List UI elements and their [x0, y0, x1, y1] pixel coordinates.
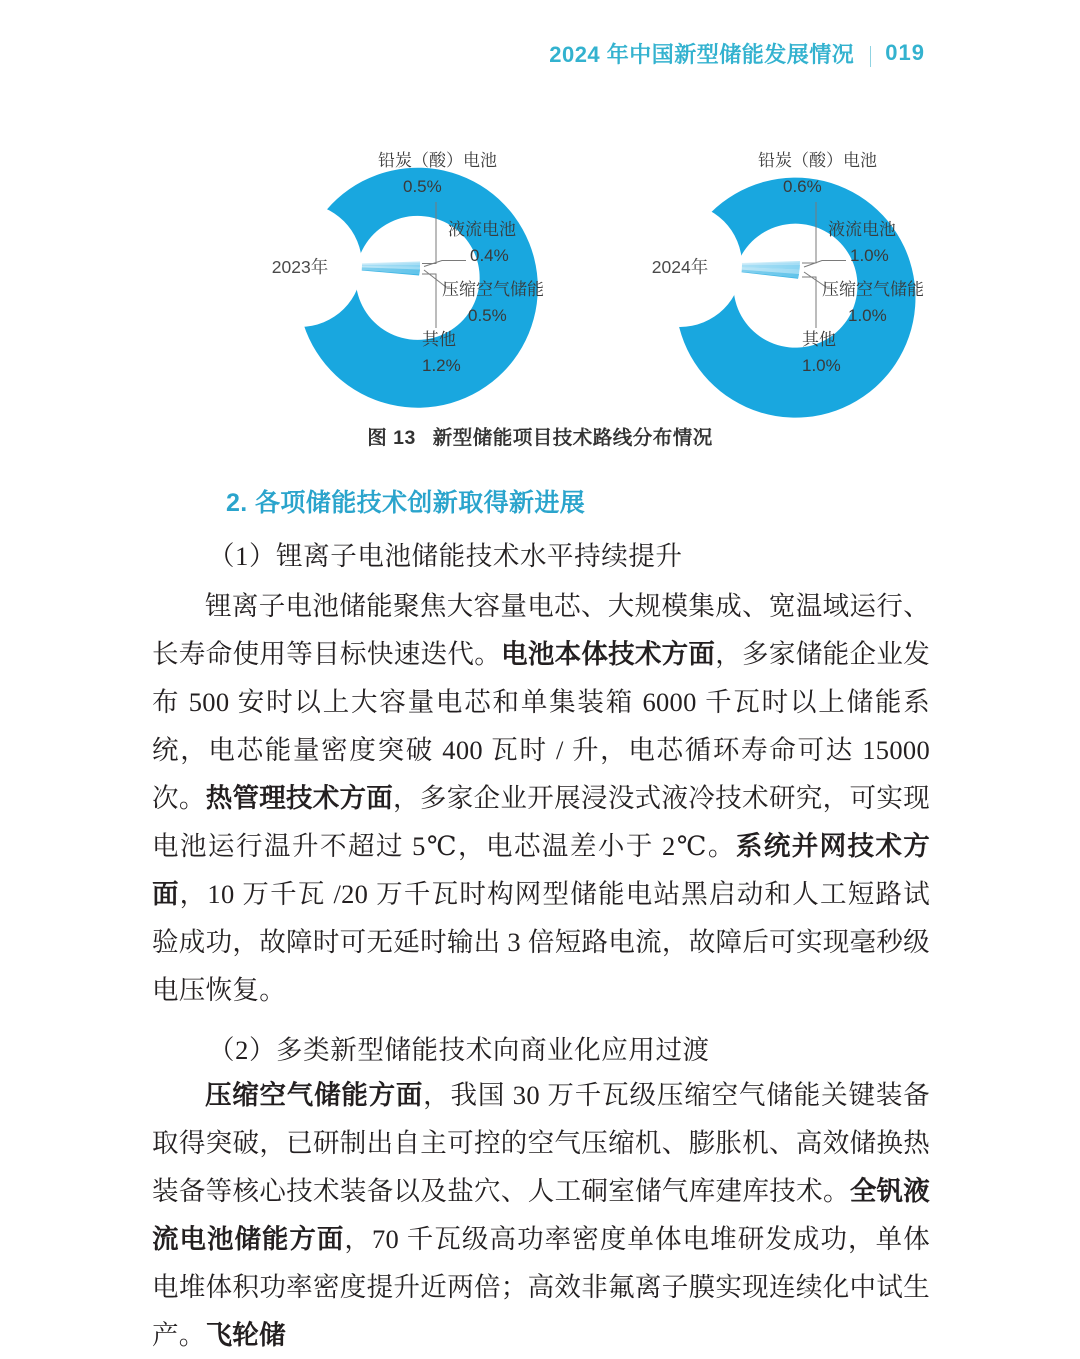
figure-caption: [0, 422, 1080, 450]
callout-label-compressed-air-2024-value: 1.0%: [848, 306, 887, 325]
figure-caption-number: 图 13: [367, 427, 416, 449]
page-number: 019: [885, 40, 925, 65]
slice-label-lithium-2023-value: 97.4%: [222, 347, 269, 365]
callout-label-other-2024-name: 其他: [802, 330, 836, 349]
slice-label-lithium-2023-name: 锂离子电池: [208, 325, 291, 343]
page-running-header: [0, 36, 1080, 70]
donut-chart-2024: [530, 140, 990, 440]
para1-seg1: 锂离子电池储能聚焦大容量电芯、大规模集成、宽温域运行、长寿命使用等目标快速迭代。: [152, 591, 930, 670]
para1-seg2: ，多家储能企业发布 500 安时以上大容量电芯和单集装箱 6000 千瓦时以上储能系统，电芯能量密度突破 400 瓦时 / 升，电芯循环寿命可达 15000 次。: [152, 639, 930, 814]
paragraph-1: [0, 582, 1080, 1014]
sub-heading-2: （2）多类新型储能技术向商业化应用过渡: [208, 1035, 710, 1066]
para2-bold3: 飞轮储: [205, 1320, 286, 1351]
paragraph-2: [0, 1071, 1080, 1359]
header-separator-rule: [870, 46, 871, 67]
para1-seg3: ，多家企业开展浸没式液冷技术研究，可实现电池运行温升不超过 5℃，电芯温差小于 2℃。: [152, 783, 931, 862]
callout-label-flow-battery-2023-name: 液流电池: [448, 220, 516, 239]
callout-label-compressed-air-2024-name: 压缩空气储能: [822, 280, 924, 299]
callout-label-flow-battery-2023-value: 0.4%: [470, 246, 509, 265]
callout-label-lead-carbon-2023-value: 0.5%: [403, 177, 442, 196]
para1-bold1: 电池本体技术方面: [501, 639, 716, 670]
callout-label-lead-carbon-2024-name: 铅炭（酸）电池: [758, 151, 877, 170]
callout-label-compressed-air-2023-name: 压缩空气储能: [442, 280, 544, 299]
callout-label-flow-battery-2024-value: 1.0%: [850, 246, 889, 265]
para2-seg1: ，我国 30 万千瓦级压缩空气储能关键装备取得突破，已研制出自主可控的空气压缩机、膨胀机、高效储换热装备等核心技术装备以及盐穴、人工硐室储气库建库技术。: [152, 1080, 930, 1207]
callout-label-compressed-air-2023-value: 0.5%: [468, 306, 507, 325]
donut-center-label-2024: 2024年: [651, 257, 709, 277]
callout-label-flow-battery-2024-name: 液流电池: [828, 220, 896, 239]
callout-label-other-2023-value: 1.2%: [422, 356, 461, 375]
callout-label-lead-carbon-2024-value: 0.6%: [783, 177, 822, 196]
sub-heading-1: （1）锂离子电池储能技术水平持续提升: [208, 540, 683, 571]
header-title: 2024 年中国新型储能发展情况: [549, 41, 855, 67]
slice-label-lithium-2024-name: 锂离子电池: [588, 325, 671, 343]
para1-seg4: ，10 万千瓦 /20 万千瓦时构网型储能电站黑启动和人工短路试验成功，故障时可无延时输出 3 倍短路电流，故障后可实现毫秒级电压恢复。: [152, 879, 931, 1006]
para1-bold3: 系统并网技术方面: [152, 831, 930, 910]
donut-center-label-2023: 2023年: [271, 257, 329, 277]
para2-bold1: 压缩空气储能方面: [205, 1080, 424, 1111]
donut-chart-2024-svg: [530, 140, 990, 440]
slice-label-lithium-2024-value: 96.4%: [602, 347, 649, 365]
para1-bold2: 热管理技术方面: [205, 783, 393, 814]
figure-13: [0, 140, 1080, 460]
figure-caption-text: 新型储能项目技术路线分布情况: [432, 427, 713, 449]
callout-label-other-2024-value: 1.0%: [802, 356, 841, 375]
page-content: [0, 487, 1080, 1359]
section-heading-2: 2. 各项储能技术创新取得新进展: [226, 489, 586, 517]
callout-label-lead-carbon-2023-name: 铅炭（酸）电池: [378, 151, 497, 170]
callout-label-other-2023-name: 其他: [422, 330, 456, 349]
para2-bold2: 全钒液流电池储能方面: [152, 1176, 930, 1255]
para2-seg2: ，70 千瓦级高功率密度单体电堆研发成功，单体电堆体积功率密度提升近两倍；高效非氟离子膜实现连续化中试生产。: [152, 1224, 931, 1351]
